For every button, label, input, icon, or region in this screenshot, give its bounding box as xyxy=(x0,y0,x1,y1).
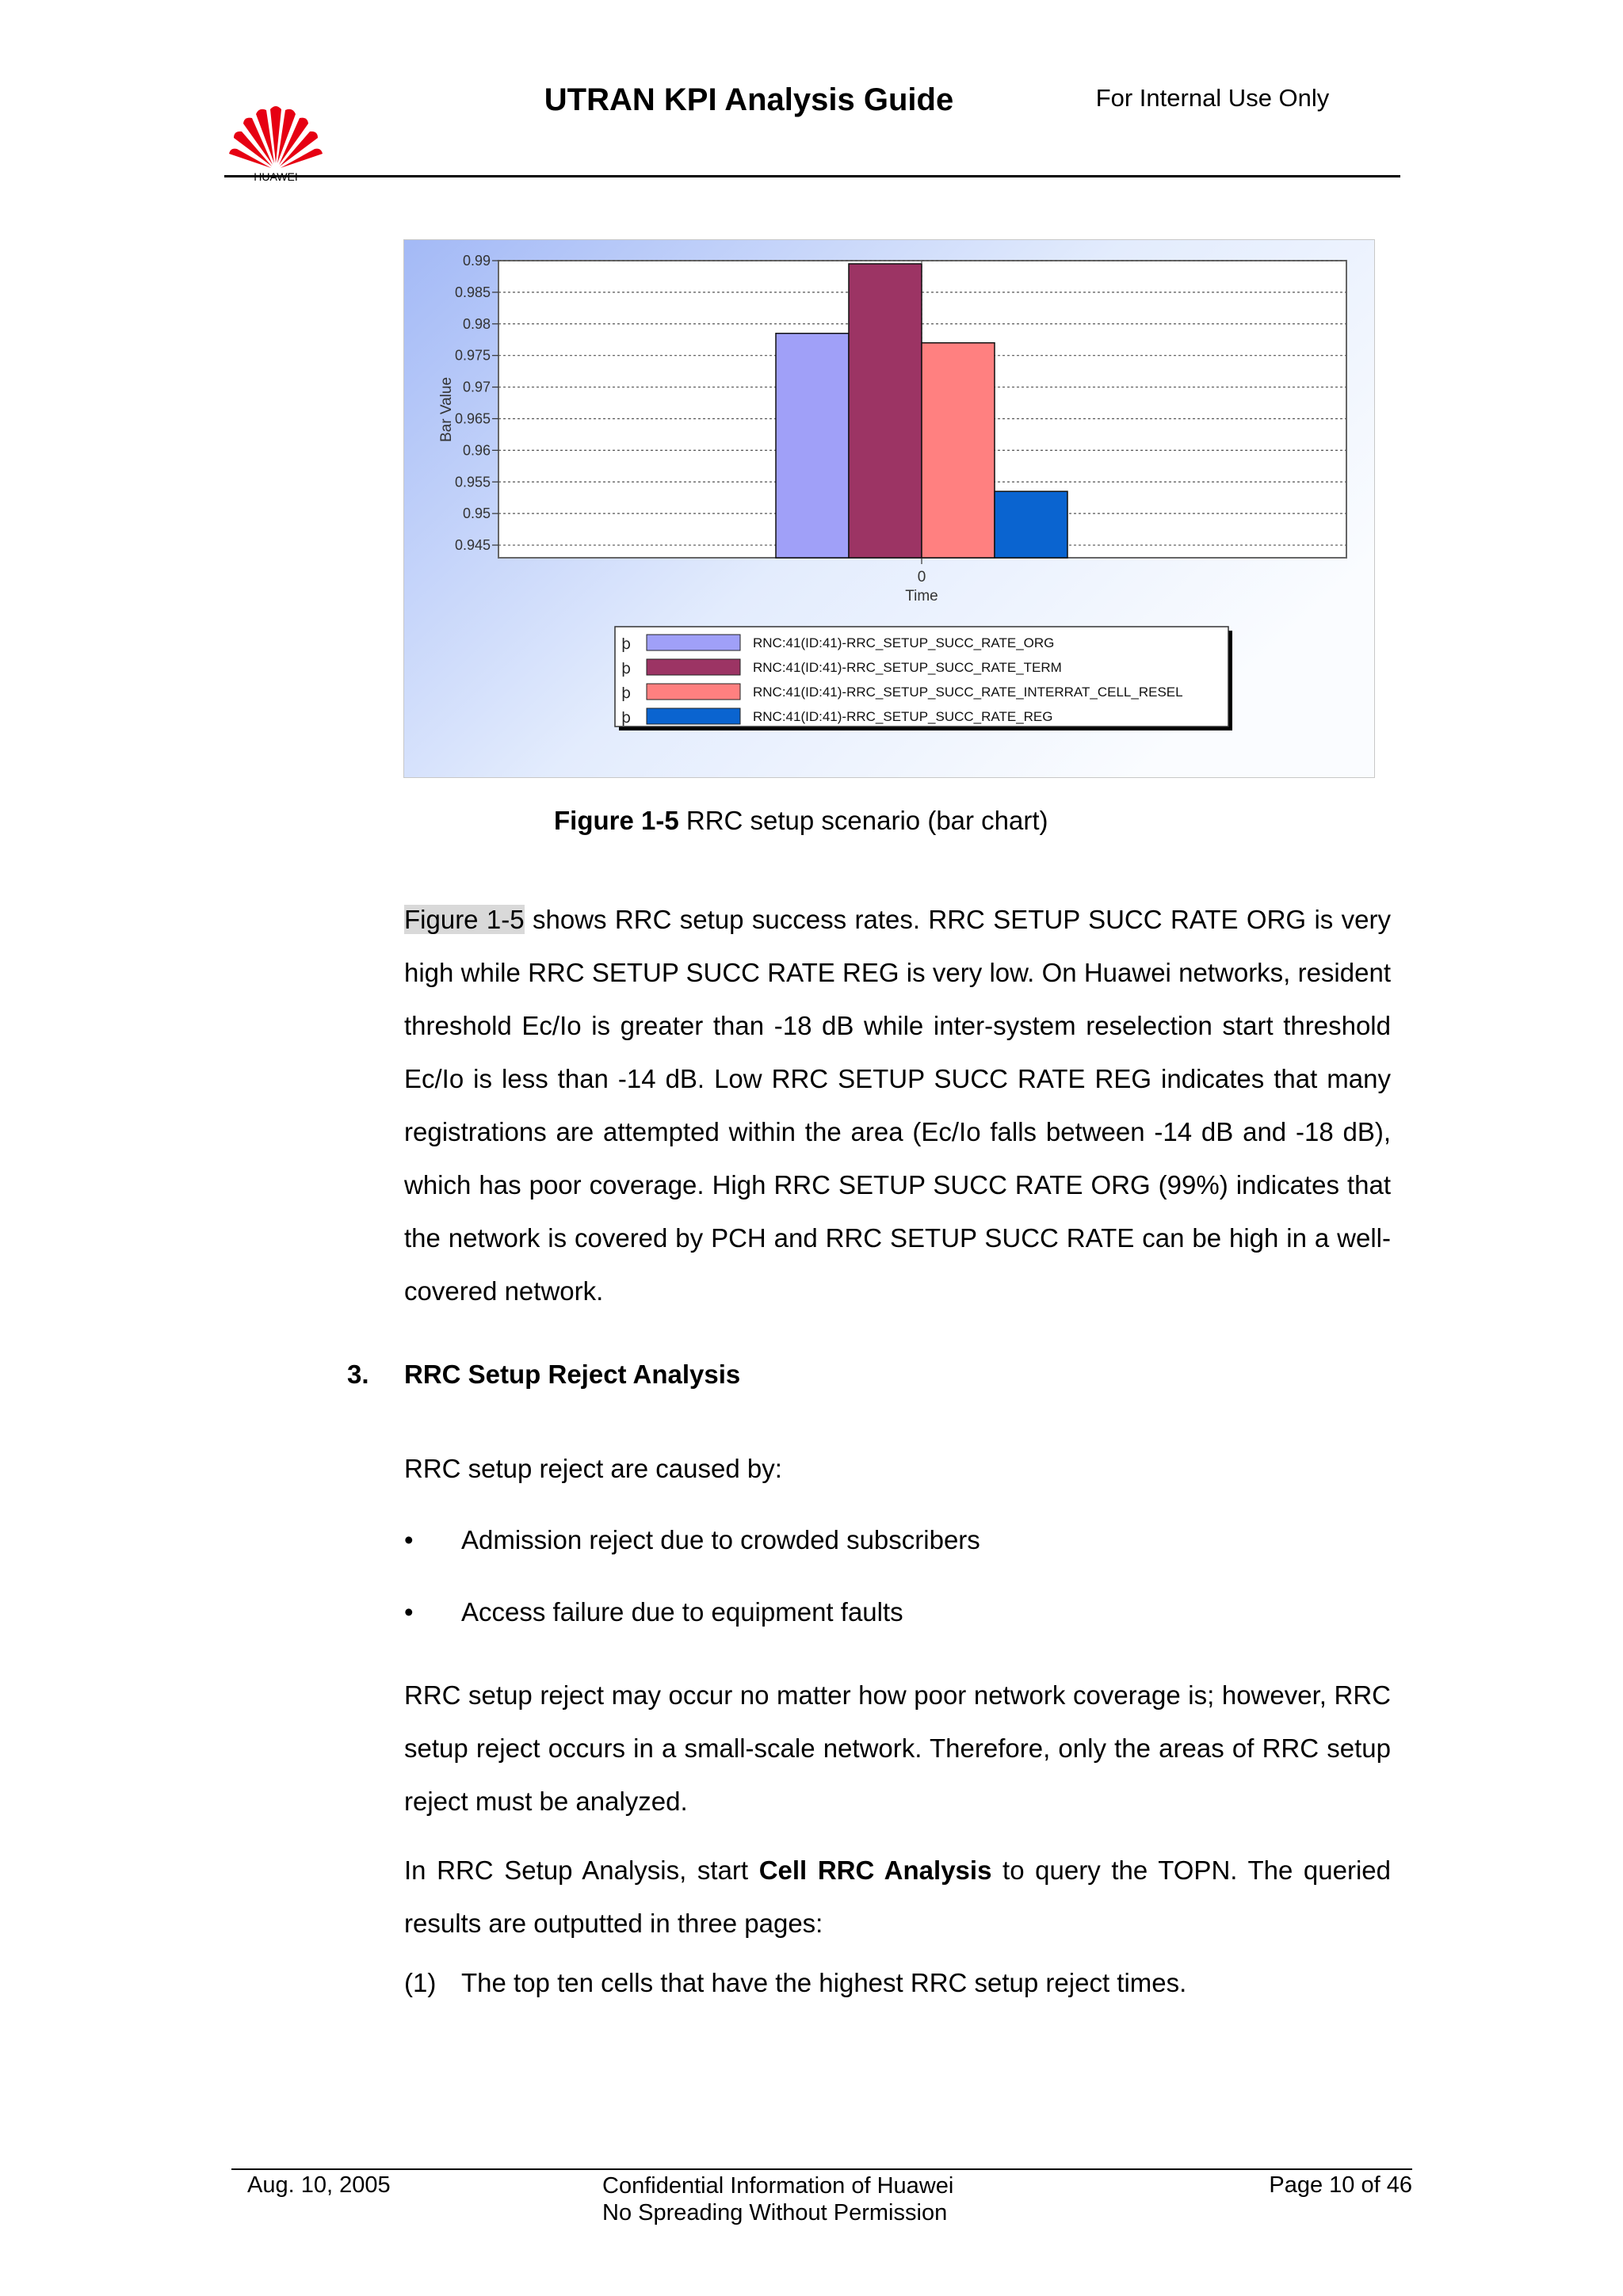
legend-swatch xyxy=(647,635,740,650)
legend-entry: RNC:41(ID:41)-RRC_SETUP_SUCC_RATE_INTERRAT_CELL_RESEL xyxy=(753,685,1183,700)
bar-term xyxy=(849,264,922,558)
footer-confidential-line1: Confidential Information of Huawei xyxy=(602,2173,954,2199)
y-tick-label: 0.95 xyxy=(462,505,491,522)
y-tick-label: 0.945 xyxy=(454,537,491,554)
footer-confidential xyxy=(602,2172,953,2226)
legend-marker: þ xyxy=(621,635,632,653)
legend-swatch xyxy=(647,659,740,675)
legend-swatch xyxy=(647,684,740,700)
paragraph-reject-coverage: RRC setup reject may occur no matter how poor network coverage is; however, RRC setup reject occurs in a small-scale network. Therefore, only the areas of RRC setup reject must be analyzed. xyxy=(404,1680,1391,1816)
bar-chart-svg xyxy=(403,239,1375,778)
y-tick-label: 0.975 xyxy=(454,347,491,364)
y-tick-label: 0.965 xyxy=(454,410,491,427)
legend-entry: RNC:41(ID:41)-RRC_SETUP_SUCC_RATE_REG xyxy=(753,709,1053,724)
item-text: The top ten cells that have the highest RRC setup reject times. xyxy=(461,1968,1187,1997)
section-title: RRC Setup Reject Analysis xyxy=(404,1360,741,1389)
legend-entry: RNC:41(ID:41)-RRC_SETUP_SUCC_RATE_ORG xyxy=(753,635,1055,650)
paragraph-text: In RRC Setup Analysis, start xyxy=(404,1855,759,1885)
y-tick-label: 0.955 xyxy=(454,474,491,490)
legend-swatch xyxy=(647,708,740,724)
y-axis-label: Bar Value xyxy=(438,376,455,443)
legend-marker: þ xyxy=(621,685,632,702)
legend-marker: þ xyxy=(621,709,632,727)
y-tick-label: 0.96 xyxy=(462,442,491,459)
numbered-item xyxy=(404,1968,1186,1998)
bar-resel xyxy=(922,343,995,558)
bar-chart xyxy=(403,239,1375,778)
footer-page-number: Page 10 of 46 xyxy=(1269,2172,1412,2198)
paragraph-rrc-setup-rates xyxy=(404,893,1391,1318)
y-tick-label: 0.97 xyxy=(462,379,491,395)
footer-divider xyxy=(231,2168,1412,2170)
section-number: 3. xyxy=(347,1360,369,1389)
figure-reference-link[interactable]: Figure 1-5 xyxy=(404,905,525,934)
item-number: (1) xyxy=(404,1968,437,1997)
figure-caption-text: RRC setup scenario (bar chart) xyxy=(678,806,1048,835)
bar-reg xyxy=(995,491,1067,558)
legend-entry: RNC:41(ID:41)-RRC_SETUP_SUCC_RATE_TERM xyxy=(753,660,1062,675)
legend-marker: þ xyxy=(621,660,632,677)
bar-org xyxy=(776,334,849,558)
y-tick-label: 0.99 xyxy=(462,253,491,269)
cell-rrc-analysis-term: Cell RRC Analysis xyxy=(758,1855,992,1885)
figure-caption xyxy=(403,806,1375,836)
bullet-dot: • xyxy=(404,1597,414,1627)
bullet-item xyxy=(404,1525,980,1555)
document-title: UTRAN KPI Analysis Guide xyxy=(544,82,954,117)
internal-use-label: For Internal Use Only xyxy=(1095,84,1330,112)
y-tick-label: 0.985 xyxy=(454,284,491,300)
bullet-text: Access failure due to equipment faults xyxy=(461,1597,903,1627)
figure-label: Figure 1-5 xyxy=(554,806,679,835)
x-axis-label: Time xyxy=(905,588,938,605)
paragraph-text: shows RRC setup success rates. RRC SETUP SUCC RATE ORG is very high while RRC SETUP SUCC RATE REG is very low. On Huawei networks, resident threshold Ec/Io is greater than -18 dB while inter-system reselection start threshold Ec/Io is less than -14 dB. Low RRC SETUP SUCC RATE REG indicates that many registrations are attempted within the area (Ec/Io falls between -14 dB and -18 dB), which has poor coverage. High RRC SETUP SUCC RATE ORG (99%) indicates that the network is covered by PCH and RRC SETUP SUCC RATE can be high in a well-covered network. xyxy=(404,905,1391,1306)
x-tick-label: 0 xyxy=(917,569,926,585)
footer-confidential-line2: No Spreading Without Permission xyxy=(602,2200,948,2225)
y-tick-label: 0.98 xyxy=(462,315,491,332)
paragraph-text: to query the TOPN. The queried results are outputted in three pages: xyxy=(404,1855,1392,1938)
huawei-logo xyxy=(224,93,327,181)
header-divider xyxy=(224,175,1400,177)
footer-date: Aug. 10, 2005 xyxy=(247,2172,391,2198)
paragraph-caused-by: RRC setup reject are caused by: xyxy=(404,1454,782,1483)
bullet-item xyxy=(404,1597,903,1627)
bullet-dot: • xyxy=(404,1525,414,1554)
paragraph-cell-rrc-analysis xyxy=(404,1844,1391,1950)
bullet-text: Admission reject due to crowded subscribers xyxy=(461,1525,980,1554)
section-heading xyxy=(347,1360,740,1390)
huawei-logo-graphic xyxy=(224,93,327,181)
